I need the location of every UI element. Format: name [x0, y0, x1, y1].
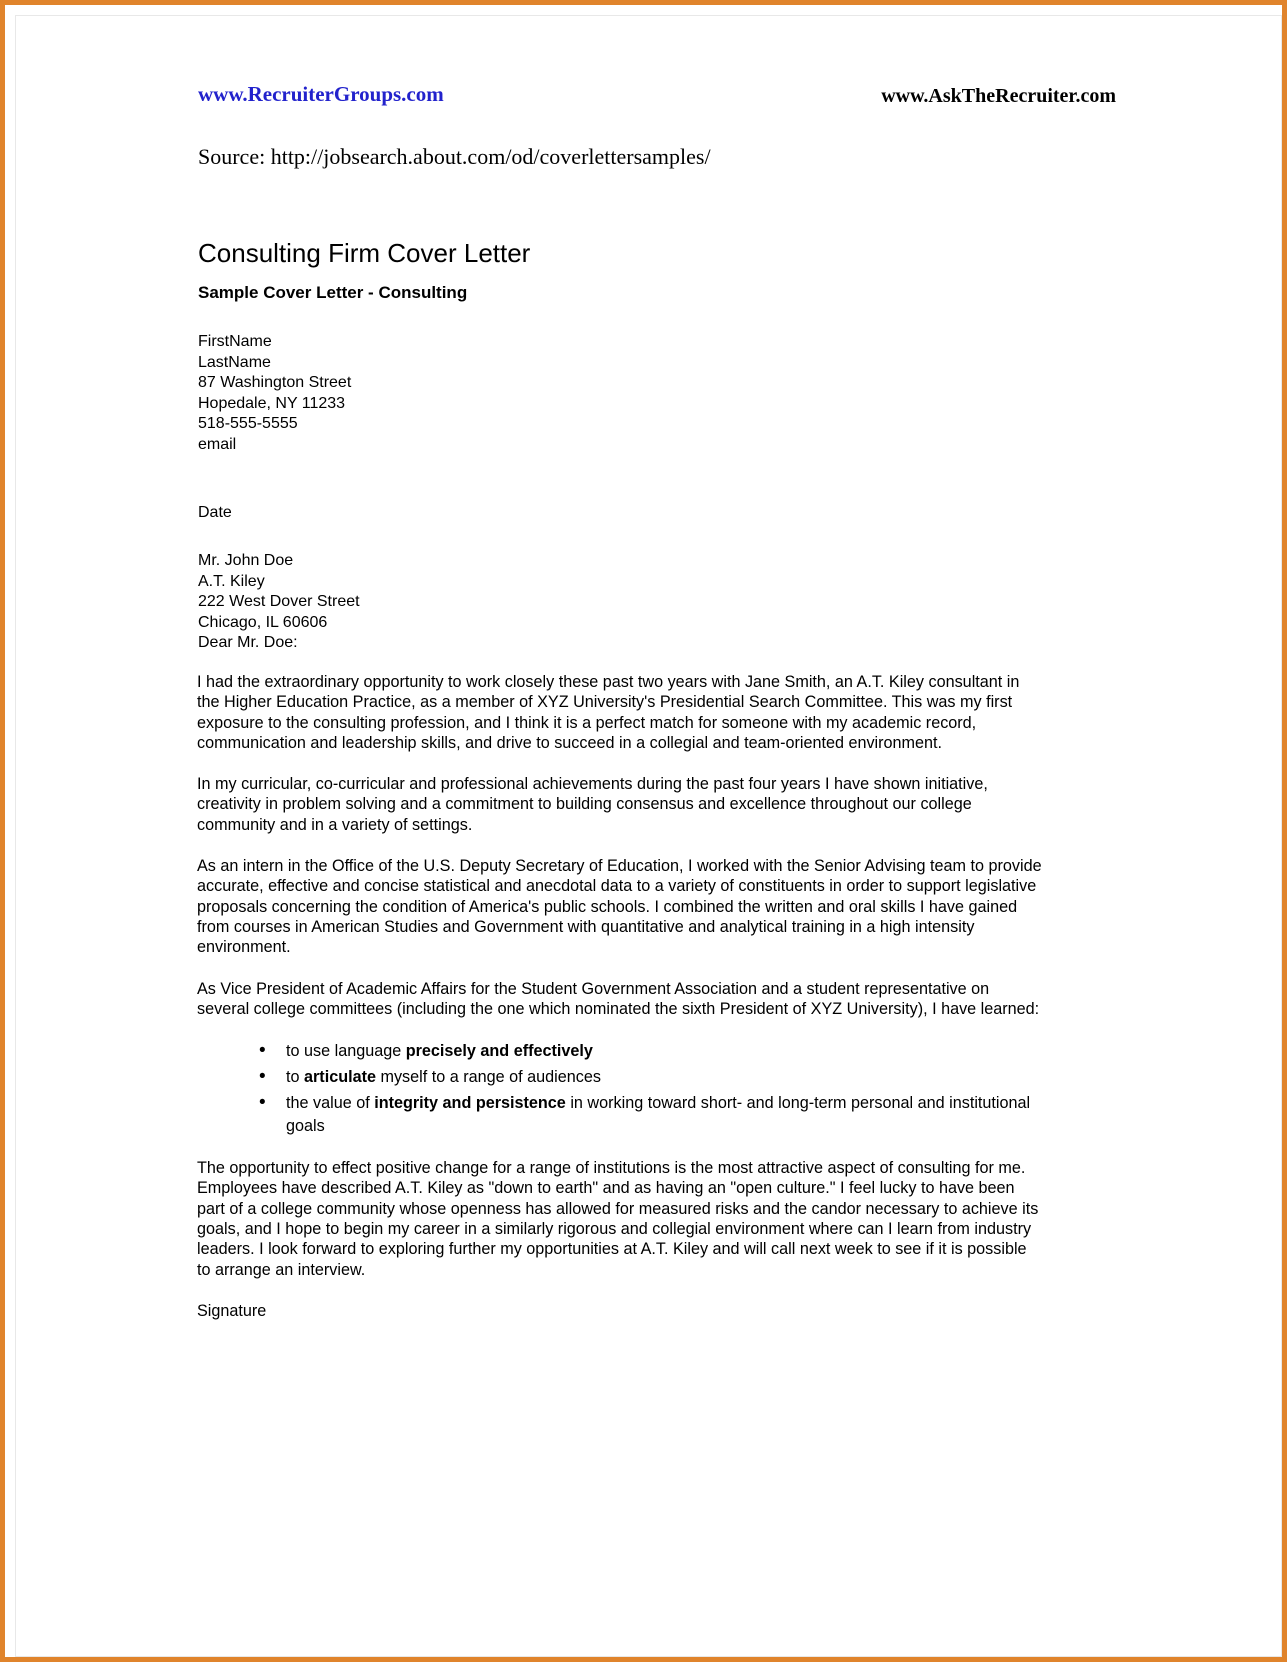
- bullet-text-bold: precisely and effectively: [405, 1042, 593, 1061]
- bullet-text-bold: articulate: [304, 1068, 376, 1087]
- asktherecruiter-link[interactable]: www.AskTheRecruiter.com: [881, 85, 1116, 107]
- document-title: Consulting Firm Cover Letter: [198, 238, 531, 268]
- body-paragraph-2: In my curricular, co-curricular and professional achievements during the past four years I have shown initiative, creativity in problem solving and a commitment to building consensus and excellence throughout our college community and in a variety of settings.: [197, 775, 988, 834]
- recipient-city-state-zip: Chicago, IL 60606: [198, 613, 328, 631]
- document-page: [15, 15, 1282, 1657]
- learned-bullet-list: [197, 1040, 1044, 1138]
- sender-city-state-zip: Hopedale, NY 11233: [198, 394, 346, 412]
- sender-first-name: FirstName: [198, 333, 272, 350]
- sender-street: 87 Washington Street: [198, 374, 352, 391]
- body-paragraph-4: As Vice President of Academic Affairs for the Student Government Association and a student representative on several college committees (including the one which nominated the sixth President of XYZ University), I have learned:: [197, 979, 1040, 1018]
- date-block: [198, 503, 232, 524]
- recipient-company: A.T. Kiley: [198, 572, 265, 590]
- cover-letter-document: [16, 16, 1283, 1658]
- recipient-street: 222 West Dover Street: [198, 593, 360, 610]
- salutation: Dear Mr. Doe:: [198, 634, 298, 651]
- body-paragraph-1: I had the extraordinary opportunity to work closely these past two years with Jane Smith, an A.T. Kiley consultant in the Higher Education Practice, as a member of XYZ University's Presidential Search Committee. This was my first exposure to the consulting profession, and I think it is a perfect match for someone with my academic record, communication and leadership skills, and drive to succeed in a collegial and team-oriented environment.: [197, 673, 1020, 752]
- signature-label: Signature: [197, 1301, 267, 1320]
- list-item: [259, 1066, 1044, 1089]
- letter-body: [197, 672, 1044, 1321]
- list-item: [259, 1092, 1044, 1138]
- bullet-text-pre: to use language: [286, 1042, 406, 1061]
- bullet-text-bold: integrity and persistence: [374, 1094, 566, 1113]
- sender-email: email: [198, 435, 237, 453]
- closing-paragraph: The opportunity to effect positive change for a range of institutions is the most attractive aspect of consulting for me. Employees have described A.T. Kiley as "down to earth" and as having an "open culture." I feel lucky to have been part of a college community whose openness has allowed for measured risks and the candor necessary to achieve its goals, and I hope to begin my career in a similarly rigorous and collegial environment where can I learn from industry leaders. I look forward to exploring further my opportunities at A.T. Kiley and will call next week to see if it is possible to arrange an interview.: [197, 1159, 1039, 1279]
- source-url-line: Source: http://jobsearch.about.com/od/coverlettersamples/: [198, 144, 711, 169]
- page-header: [16, 82, 1283, 112]
- recruitergroups-link[interactable]: www.RecruiterGroups.com: [198, 82, 444, 106]
- date-label: Date: [198, 504, 232, 521]
- document-subtitle: Sample Cover Letter - Consulting: [198, 283, 468, 302]
- bullet-text-pre: to: [286, 1068, 304, 1087]
- sender-address-block: [198, 332, 351, 455]
- list-item: [259, 1040, 1044, 1063]
- bullet-text-pre: the value of: [286, 1094, 375, 1113]
- bullet-text-post: in working toward short- and long-term personal and institutional goals: [286, 1094, 1031, 1136]
- recipient-address-block: [198, 551, 360, 654]
- body-paragraph-3: As an intern in the Office of the U.S. Deputy Secretary of Education, I worked with the Senior Advising team to provide accurate, effective and concise statistical and anecdotal data to a variety of constituents in order to support legislative proposals concerning the condition of America's public schools. I combined the written and oral skills I have gained from courses in American Studies and Government with quantitative and analytical training in a high intensity environment.: [197, 857, 1042, 957]
- sender-phone: 518-555-5555: [198, 415, 298, 432]
- recipient-name: Mr. John Doe: [198, 552, 294, 569]
- sender-last-name: LastName: [198, 353, 271, 371]
- bullet-text-post: myself to a range of audiences: [375, 1068, 601, 1087]
